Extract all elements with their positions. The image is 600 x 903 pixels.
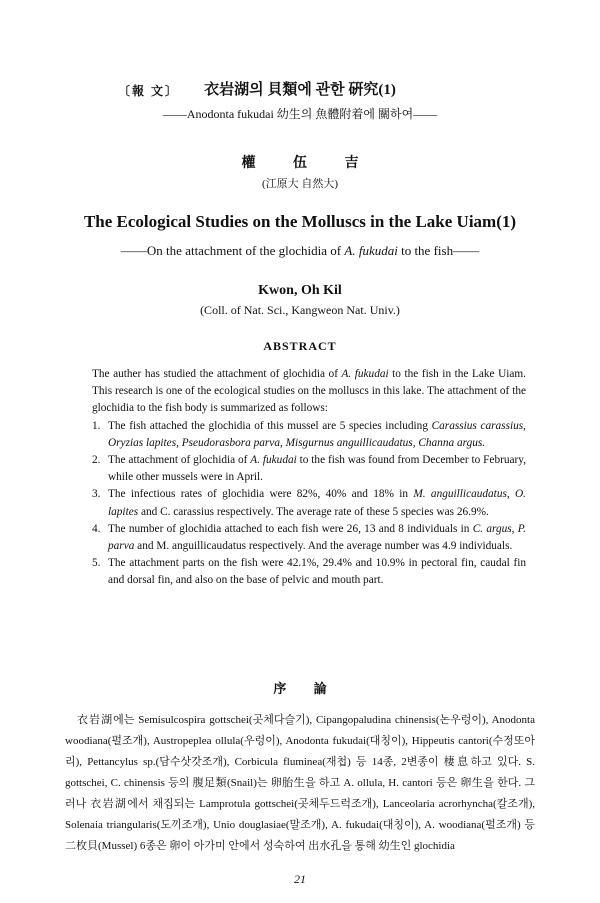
abstract-intro-species: A. fukudai [341,368,389,380]
finding-text: The attachment parts on the fish were 42.1%, 29.4% and 10.9% in pectoral fin, caudal fin and dorsal fin, and also on the base of pelvic and mouth part. [108,557,526,587]
abstract-heading: ABSTRACT [263,339,337,353]
finding-item [92,486,526,520]
english-subtitle [0,243,600,259]
abstract-intro-text-cont: to the fish in the Lake Uiam. This research is one of the ecological studies on the molluscs in this lake. The attachment of the glochidia to the fish body is summarized as follows: [92,368,526,415]
finding-number: 1. [92,419,101,432]
finding-text: The attachment of glochidia of [108,454,251,467]
finding-number: 3. [92,488,101,501]
korean-title: 衣岩湖의 貝類에 관한 硏究(1) [204,82,396,98]
article-type-tag: 〔報 文〕 [118,84,180,98]
english-affiliation: (Coll. of Nat. Sci., Kangweon Nat. Univ.) [200,303,400,317]
finding-number: 5. [92,557,101,570]
finding-text-cont: and M. anguillicaudatus respectively. And the average number was 4.9 individuals. [134,540,513,553]
introduction-body [65,710,535,857]
english-subtitle-pre: ——On the attachment of the glochidia of [120,243,345,258]
finding-species: M. anguillicaudatus, O. lapites [108,488,526,518]
finding-species: C. argus, P. parva [108,522,526,553]
page-number: 21 [294,872,306,886]
abstract-body [92,366,526,590]
finding-item [92,418,526,452]
finding-number: 2. [92,454,101,467]
finding-number: 4. [92,522,101,535]
introduction-paragraph: 衣岩湖에는 Semisulcospira gottschei(곳체다슬기), Cipangopaludina chinensis(논우렁이), Anodonta woodiana(펄조개), Austropeplea ollula(우렁이), Anodonta fukudai(대칭이), Hippeutis cantori(수정또아리), Pettancylus sp.(담수삿갓조개), Corbicula fluminea(재첩) 등 14종, 2변종이 棲息하고 있다. S. gottschei, C. chinensis 등의 腹足類(Snail)는 卵胎生을 하고 A. ollula, H. cantori 등은 卵生을 한다. 그러나 衣岩湖에서 채집되는 Lamprotula gottschei(곳체두드럭조개), Lanceolaria acrorhyncha(칼조개), Solenaia triangularis(도끼조개), Unio douglasiae(말조개), A. fukudai(대칭이), A. woodiana(펄조개) 등 二枚貝(Mussel) 6종은 卵이 아가미 안에서 성숙하여 出水孔을 통해 幼生인 glochidia [65,714,535,852]
finding-text: The number of glochidia attached to each fish were 26, 13 and 8 individuals in [108,522,473,535]
finding-text-cont: to the fish was found from December to February, while other mussels were in April. [108,454,527,484]
korean-subtitle: ——Anodonta fukudai 幼生의 魚體附着에 關하여—— [162,107,438,121]
finding-species: Carassius carassius, Oryzias lapites, Pseudorasbora parva, Misgurnus anguillicaudatus, Channa argus. [108,419,526,449]
finding-species: A. fukudai [250,454,297,467]
finding-text: The infectious rates of glochidia were 82%, 40% and 18% in [108,488,414,501]
english-author: Kwon, Oh Kil [258,283,342,298]
abstract-intro-text: The auther has studied the attachment of glochidia of [92,368,342,380]
section-heading-introduction: 序 論 [273,681,327,696]
korean-author: 權 伍 吉 [241,156,359,171]
english-subtitle-post: to the fish—— [397,243,480,258]
finding-text-cont: and C. carassius respectively. The average rate of these 5 species was 26.9%. [138,505,489,518]
abstract-findings-list [92,418,526,590]
korean-affiliation: (江原大 自然大) [261,178,339,190]
english-title: The Ecological Studies on the Molluscs in the Lake Uiam(1) [83,212,517,231]
finding-text: The fish attached the glochidia of this mussel are 5 species including [108,419,432,432]
finding-item [92,555,526,589]
finding-item [92,521,526,555]
english-subtitle-species: A. fukudai [344,243,398,258]
abstract-intro [92,366,526,418]
finding-item [92,452,526,486]
